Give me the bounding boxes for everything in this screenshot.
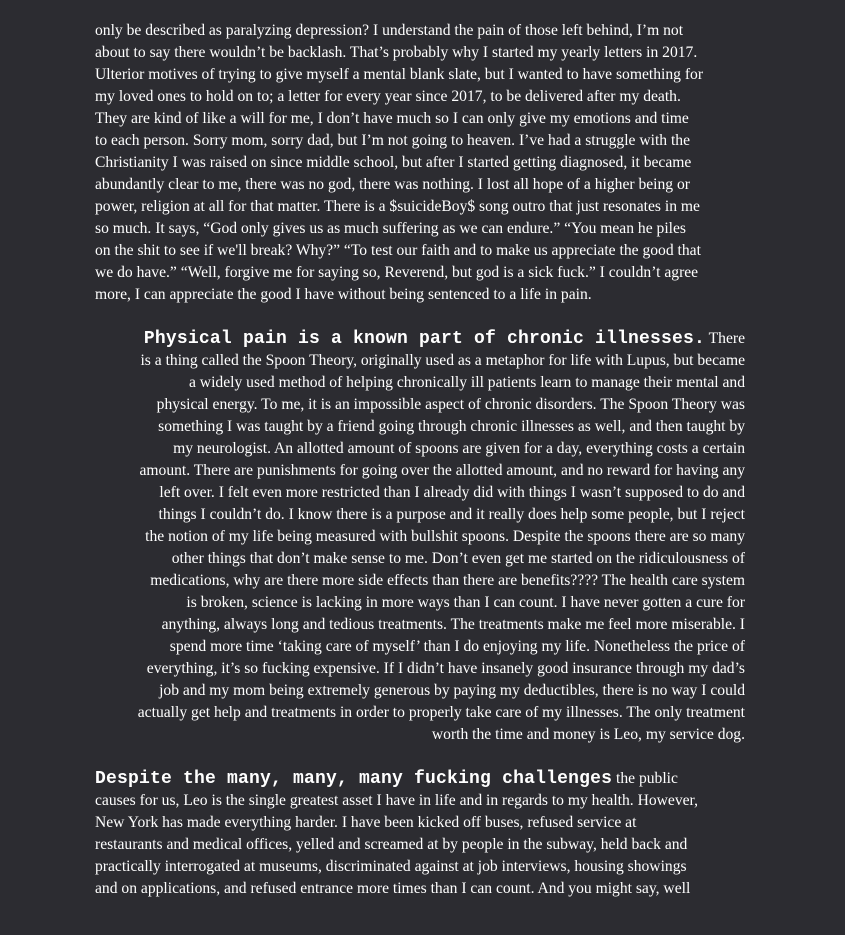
text-line: restaurants and medical offices, yelled and screamed at by people in the subway, held back and	[95, 836, 688, 853]
text-line: is broken, science is lacking in more ways than I can count. I have never gotten a cure for	[186, 594, 745, 611]
text-line: worth the time and money is Leo, my service dog.	[431, 726, 745, 743]
text-line: so much. It says, “God only gives us as much suffering as we can endure.” “You mean he piles	[95, 220, 686, 237]
paragraph-1	[95, 20, 745, 306]
text-line: other things that don’t make sense to me. Don’t even get me started on the ridiculousness of	[171, 550, 745, 567]
document-page	[95, 20, 745, 922]
text-line: amount. There are punishments for going over the allotted amount, and no reward for having any	[139, 462, 745, 479]
text-line: to each person. Sorry mom, sorry dad, but I’m not going to heaven. I’ve had a struggle with the	[95, 132, 691, 149]
paragraph-lead-heading: Physical pain is a known part of chronic illnesses.	[143, 329, 706, 349]
text-line-lead	[95, 328, 745, 350]
text-line: things I couldn’t do. I know there is a purpose and it really does help some people, but I reject	[158, 506, 745, 523]
paragraph-lead-heading: Despite the many, many, many fucking challenges	[95, 769, 613, 789]
text-line: and on applications, and refused entrance more times than I can count. And you might say, well	[95, 880, 691, 897]
text-line: abundantly clear to me, there was no god, there was nothing. I lost all hope of a higher being or	[95, 176, 690, 193]
text-line-lead	[95, 768, 745, 790]
text-line: on the shit to see if we'll break? Why?” “To test our faith and to make us appreciate the good that	[95, 242, 701, 259]
text-line: practically interrogated at museums, discriminated against at job interviews, housing showings	[95, 858, 687, 875]
text-line: everything, it’s so fucking expensive. If I didn’t have insanely good insurance through my dad’s	[146, 660, 745, 677]
text-line: New York has made everything harder. I have been kicked off buses, refused service at	[95, 814, 637, 831]
text-line: physical energy. To me, it is an impossible aspect of chronic disorders. The Spoon Theory was	[156, 396, 745, 413]
text-line: Christianity I was raised on since middle school, but after I started getting diagnosed, it became	[95, 154, 692, 171]
text-line: actually get help and treatments in order to properly take care of my illnesses. The only treatment	[137, 704, 745, 721]
text-line: something I was taught by a friend going through chronic illnesses as well, and then taught by	[158, 418, 745, 435]
text-line: my neurologist. An allotted amount of spoons are given for a day, everything costs a certain	[173, 440, 745, 457]
text-line: only be described as paralyzing depression? I understand the pain of those left behind, I’m not	[95, 22, 684, 39]
text-line: causes for us, Leo is the single greatest asset I have in life and in regards to my health. However,	[95, 792, 699, 809]
text-line: about to say there wouldn’t be backlash. That’s probably why I started my yearly letters in 2017.	[95, 44, 698, 61]
text-line: my loved ones to hold on to; a letter for every year since 2017, to be delivered after my death.	[95, 88, 681, 105]
text-line: more, I can appreciate the good I have without being sentenced to a life in pain.	[95, 286, 592, 303]
lead-continuation: the public	[612, 770, 678, 787]
text-line: the notion of my life being measured with bullshit spoons. Despite the spoons there are so many	[145, 528, 745, 545]
text-line: power, religion at all for that matter. There is a $suicideBoy$ song outro that just resonates in me	[95, 198, 700, 215]
text-line: left over. I felt even more restricted than I already did with things I wasn’t supposed to do and	[159, 484, 745, 501]
text-line: Ulterior motives of trying to give myself a mental blank slate, but I wanted to have something for	[95, 66, 704, 83]
text-line: we do have.” “Well, forgive me for saying so, Reverend, but god is a sick fuck.” I couldn’t agree	[95, 264, 699, 281]
text-line: anything, always long and tedious treatments. The treatments make me feel more miserable. I	[161, 616, 745, 633]
text-line: spend more time ‘taking care of myself’ than I do enjoying my life. Nonetheless the price of	[169, 638, 745, 655]
paragraph-2	[95, 328, 745, 746]
paragraph-3	[95, 768, 745, 900]
text-line: They are kind of like a will for me, I don’t have much so I can only give my emotions and time	[95, 110, 689, 127]
text-line: a widely used method of helping chronically ill patients learn to manage their mental and	[188, 374, 745, 391]
text-line: is a thing called the Spoon Theory, originally used as a metaphor for life with Lupus, but became	[140, 352, 745, 369]
text-line: job and my mom being extremely generous by paying my deductibles, there is no way I could	[159, 682, 745, 699]
lead-continuation: There	[705, 330, 745, 347]
text-line: medications, why are there more side effects than there are benefits???? The health care system	[150, 572, 745, 589]
